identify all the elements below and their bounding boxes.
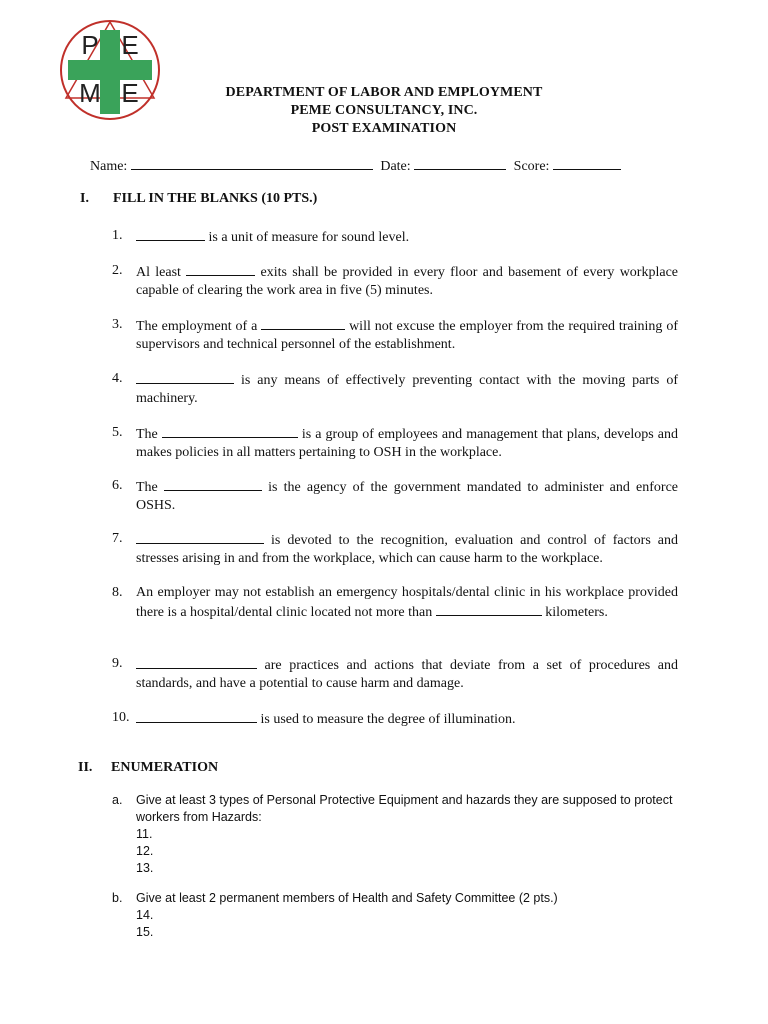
question-text: will not excuse the employer from the required training of supervisors and technical personnel of the establishment. (136, 319, 678, 352)
logo-letter-m: M (79, 78, 101, 108)
question-text: is used to measure the degree of illumination. (257, 712, 516, 727)
answer-blank[interactable] (186, 262, 255, 276)
section-1-heading: FILL IN THE BLANKS (10 PTS.) (113, 191, 318, 206)
question-text: The (136, 427, 162, 442)
question-6 (112, 477, 678, 515)
question-number: 10. (112, 710, 130, 725)
question-2 (112, 262, 678, 300)
part-letter: b. (112, 891, 123, 905)
question-text: An employer may not establish an emergency hospitals/dental clinic in his workplace provided there is a hospital/dental clinic located not more than (136, 585, 678, 620)
logo-letter-e2: E (121, 78, 139, 108)
section-1-title (80, 191, 317, 207)
answer-line[interactable]: 15. (136, 925, 154, 939)
answer-blank[interactable] (136, 370, 234, 384)
header-department: DEPARTMENT OF LABOR AND EMPLOYMENT (225, 85, 543, 100)
logo-letter-p: P (81, 30, 99, 60)
question-number: 3. (112, 317, 123, 332)
section-1-numeral: I. (80, 191, 89, 206)
section-2-title (78, 760, 218, 776)
part-prompt: Give at least 3 types of Personal Protective Equipment and hazards they are supposed to protect workers from Hazards: (136, 793, 673, 824)
question-number: 1. (112, 228, 123, 243)
logo-cross-horizontal (68, 60, 152, 80)
answer-blank[interactable] (136, 530, 264, 544)
question-text: The employment of a (136, 319, 262, 334)
answer-line[interactable]: 12. (136, 844, 154, 858)
question-number: 8. (112, 585, 123, 600)
question-4 (112, 370, 678, 408)
answer-blank[interactable] (164, 477, 262, 491)
info-row (90, 155, 625, 175)
question-number: 2. (112, 263, 123, 278)
score-blank[interactable] (553, 155, 621, 170)
question-number: 4. (112, 371, 123, 386)
answer-line[interactable]: 13. (136, 861, 154, 875)
part-prompt: Give at least 2 permanent members of Health and Safety Committee (2 pts.) (136, 891, 558, 905)
answer-list (112, 907, 678, 941)
answer-line[interactable]: 14. (136, 908, 154, 922)
question-number: 5. (112, 425, 123, 440)
part-letter: a. (112, 793, 123, 807)
question-number: 9. (112, 656, 123, 671)
answer-line[interactable]: 11. (136, 827, 153, 841)
score-label: Score: (513, 159, 550, 174)
question-10 (112, 709, 678, 729)
answer-blank[interactable] (136, 227, 205, 241)
question-number: 6. (112, 478, 123, 493)
enumeration-part-a (112, 792, 678, 877)
question-text: Al least (136, 265, 187, 280)
question-1 (112, 227, 678, 247)
question-7 (112, 530, 678, 568)
date-blank[interactable] (414, 155, 506, 170)
name-label: Name: (90, 159, 128, 174)
question-text: is a unit of measure for sound level. (205, 230, 410, 245)
name-blank[interactable] (131, 155, 373, 170)
answer-blank[interactable] (136, 655, 257, 669)
question-text: The (136, 480, 164, 495)
enumeration-part-b (112, 890, 678, 941)
question-text: kilometers. (541, 605, 608, 620)
question-9 (112, 655, 678, 693)
question-text: is any means of effectively preventing contact with the moving parts of machinery. (136, 373, 678, 406)
header-exam-title: POST EXAMINATION (311, 121, 457, 136)
answer-blank[interactable] (436, 602, 542, 616)
logo-letter-e1: E (121, 30, 139, 60)
question-8 (112, 584, 678, 622)
question-text: is a group of employees and management that plans, develops and makes policies in all matters pertaining to OSH in the workplace. (136, 427, 678, 460)
section-2-heading: ENUMERATION (111, 760, 219, 775)
question-text: exits shall be provided in every floor and basement of every workplace capable of clearing the work area in five (5) minutes. (136, 265, 678, 298)
question-text: are practices and actions that deviate from a set of procedures and standards, and have a potential to cause harm and damage. (136, 658, 678, 691)
question-text: is devoted to the recognition, evaluation and control of factors and stresses arising in and from the workplace, which can cause harm to the workplace. (136, 533, 678, 566)
question-3 (112, 316, 678, 354)
question-text: is the agency of the government mandated to administer and enforce OSHS. (136, 480, 679, 513)
answer-list (112, 826, 678, 877)
answer-blank[interactable] (162, 424, 298, 438)
date-label: Date: (380, 159, 411, 174)
answer-blank[interactable] (261, 316, 345, 330)
header-company: PEME CONSULTANCY, INC. (290, 103, 478, 118)
section-2-numeral: II. (78, 760, 93, 775)
question-number: 7. (112, 531, 123, 546)
answer-blank[interactable] (136, 709, 257, 723)
question-5 (112, 424, 678, 462)
document-header (0, 84, 768, 138)
